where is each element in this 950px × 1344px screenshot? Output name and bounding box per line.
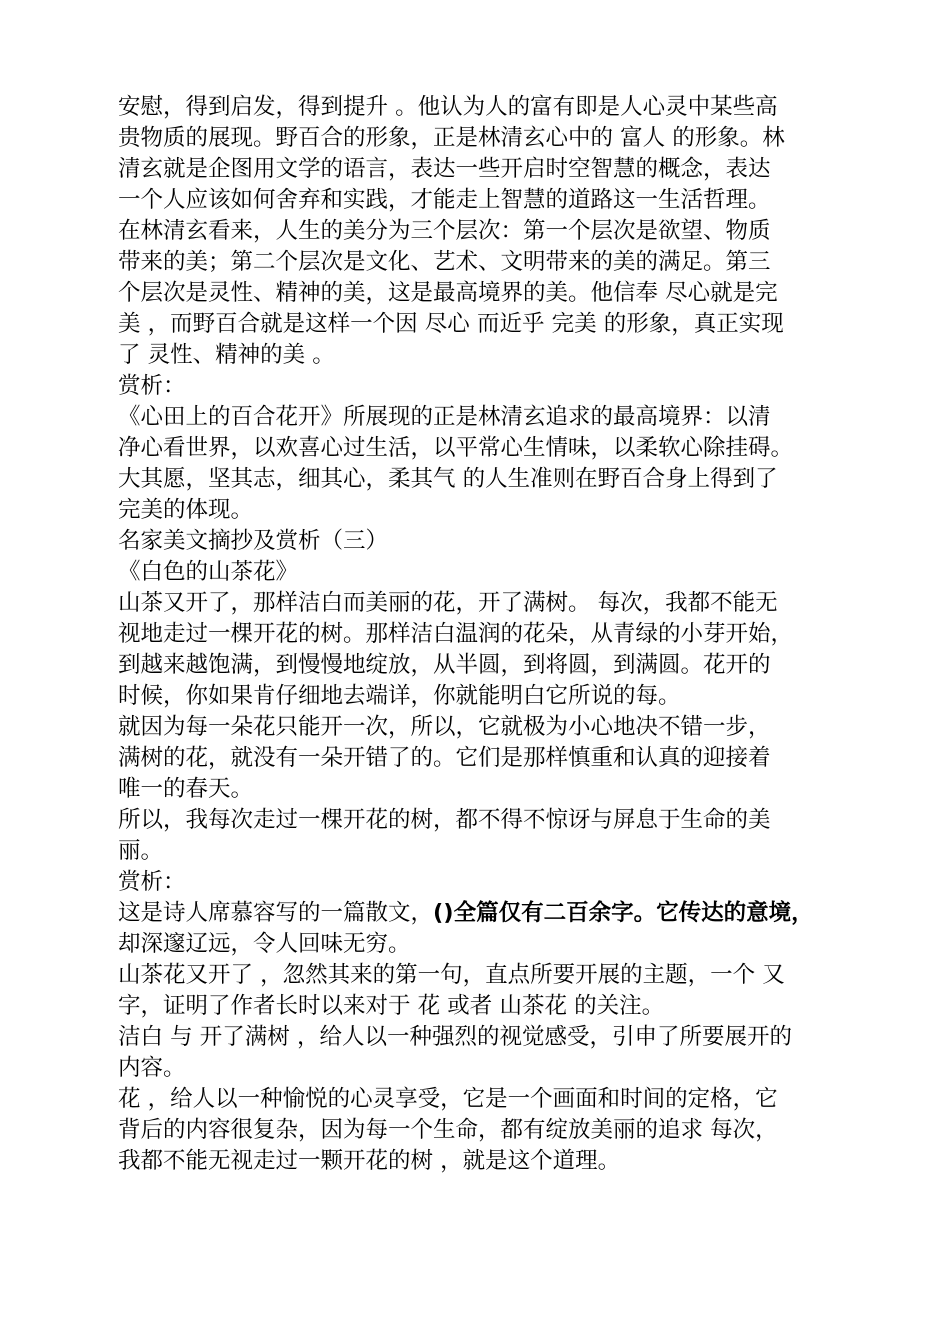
text-line: 山茶又开了，那样洁白而美丽的花，开了满树。 每次，我都不能无 bbox=[118, 590, 778, 616]
text-line: 所以，我每次走过一棵开花的树，都不得不惊讶与屏息于生命的美 bbox=[118, 807, 771, 833]
text-line: 安慰，得到启发，得到提升 。他认为人的富有即是人心灵中某些高 bbox=[118, 94, 778, 120]
text-line: 了 灵性、精神的美 。 bbox=[118, 342, 335, 368]
text-line: 就因为每一朵花只能开一次，所以，它就极为小心地决不错一步， bbox=[118, 714, 771, 740]
text-line: 满树的花，就没有一朵开错了的。它们是那样慎重和认真的迎接着 bbox=[118, 745, 771, 771]
text-line: 净心看世界，以欢喜心过生活，以平常心生情味，以柔软心除挂碍。 bbox=[118, 435, 794, 461]
text-line: 时候，你如果肯仔细地去端详，你就能明白它所说的每。 bbox=[118, 683, 681, 709]
text-line: 到越来越饱满，到慢慢地绽放，从半圆，到将圆，到满圆。花开的 bbox=[118, 652, 771, 678]
text-line: 《心田上的百合花开》所展现的正是林清玄追求的最高境界：以清 bbox=[118, 404, 771, 430]
text-line: 我都不能无视走过一颗开花的树 ，就是这个道理。 bbox=[118, 1148, 621, 1174]
section-heading-appreciation: 赏析： bbox=[118, 373, 186, 399]
text-line: 贵物质的展现。野百合的形象，正是林清玄心中的 富人 的形象。林 bbox=[118, 125, 785, 151]
section-heading-appreciation: 赏析： bbox=[118, 869, 186, 895]
article-title: 《白色的山茶花》 bbox=[118, 559, 299, 585]
text-line-mixed bbox=[118, 898, 838, 929]
text-line: 在林清玄看来，人生的美分为三个层次：第一个层次是欲望、物质 bbox=[118, 218, 771, 244]
text-segment: 这是诗人席慕容写的一篇散文， bbox=[118, 900, 434, 926]
text-line: 内容。 bbox=[118, 1055, 186, 1081]
section-title: 名家美文摘抄及赏析（三） bbox=[118, 528, 389, 554]
text-line: 却深邃辽远，令人回味无穷。 bbox=[118, 931, 411, 957]
text-line: 山茶花又开了 ，忽然其来的第一句，直点所要开展的主题，一个 又 bbox=[118, 962, 785, 988]
text-line: 一个人应该如何舍弃和实践，才能走上智慧的道路这一生活哲理。 bbox=[118, 187, 771, 213]
text-line: 唯一的春天。 bbox=[118, 776, 254, 802]
text-line: 美 ，而野百合就是这样一个因 尽心 而近乎 完美 的形象，真正实现 bbox=[118, 311, 784, 337]
text-line: 视地走过一棵开花的树。那样洁白温润的花朵，从青绿的小芽开始， bbox=[118, 621, 794, 647]
text-line: 个层次是灵性、精神的美，这是最高境界的美。他信奉 尽心就是完 bbox=[118, 280, 778, 306]
text-line: 花 ，给人以一种愉悦的心灵享受，它是一个画面和时间的定格，它 bbox=[118, 1086, 778, 1112]
text-line: 完美的体现。 bbox=[118, 497, 254, 523]
text-line: 洁白 与 开了满树 ，给人以一种强烈的视觉感受，引申了所要展开的 bbox=[118, 1024, 792, 1050]
text-line: 字，证明了作者长时以来对于 花 或者 山茶花 的关注。 bbox=[118, 993, 665, 1019]
document-body bbox=[118, 92, 838, 1177]
text-line: 清玄就是企图用文学的语言，表达一些开启时空智慧的概念，表达 bbox=[118, 156, 771, 182]
text-line: 背后的内容很复杂，因为每一个生命，都有绽放美丽的追求 每次， bbox=[118, 1117, 778, 1143]
text-line: 丽。 bbox=[118, 838, 164, 864]
text-line: 大其愿，坚其志，细其心，柔其气 的人生准则在野百合身上得到了 bbox=[118, 466, 778, 492]
text-segment-bold: ()全篇仅有二百余字。它传达的意境， bbox=[433, 900, 814, 926]
text-line: 带来的美；第二个层次是文化、艺术、文明带来的美的满足。第三 bbox=[118, 249, 771, 275]
